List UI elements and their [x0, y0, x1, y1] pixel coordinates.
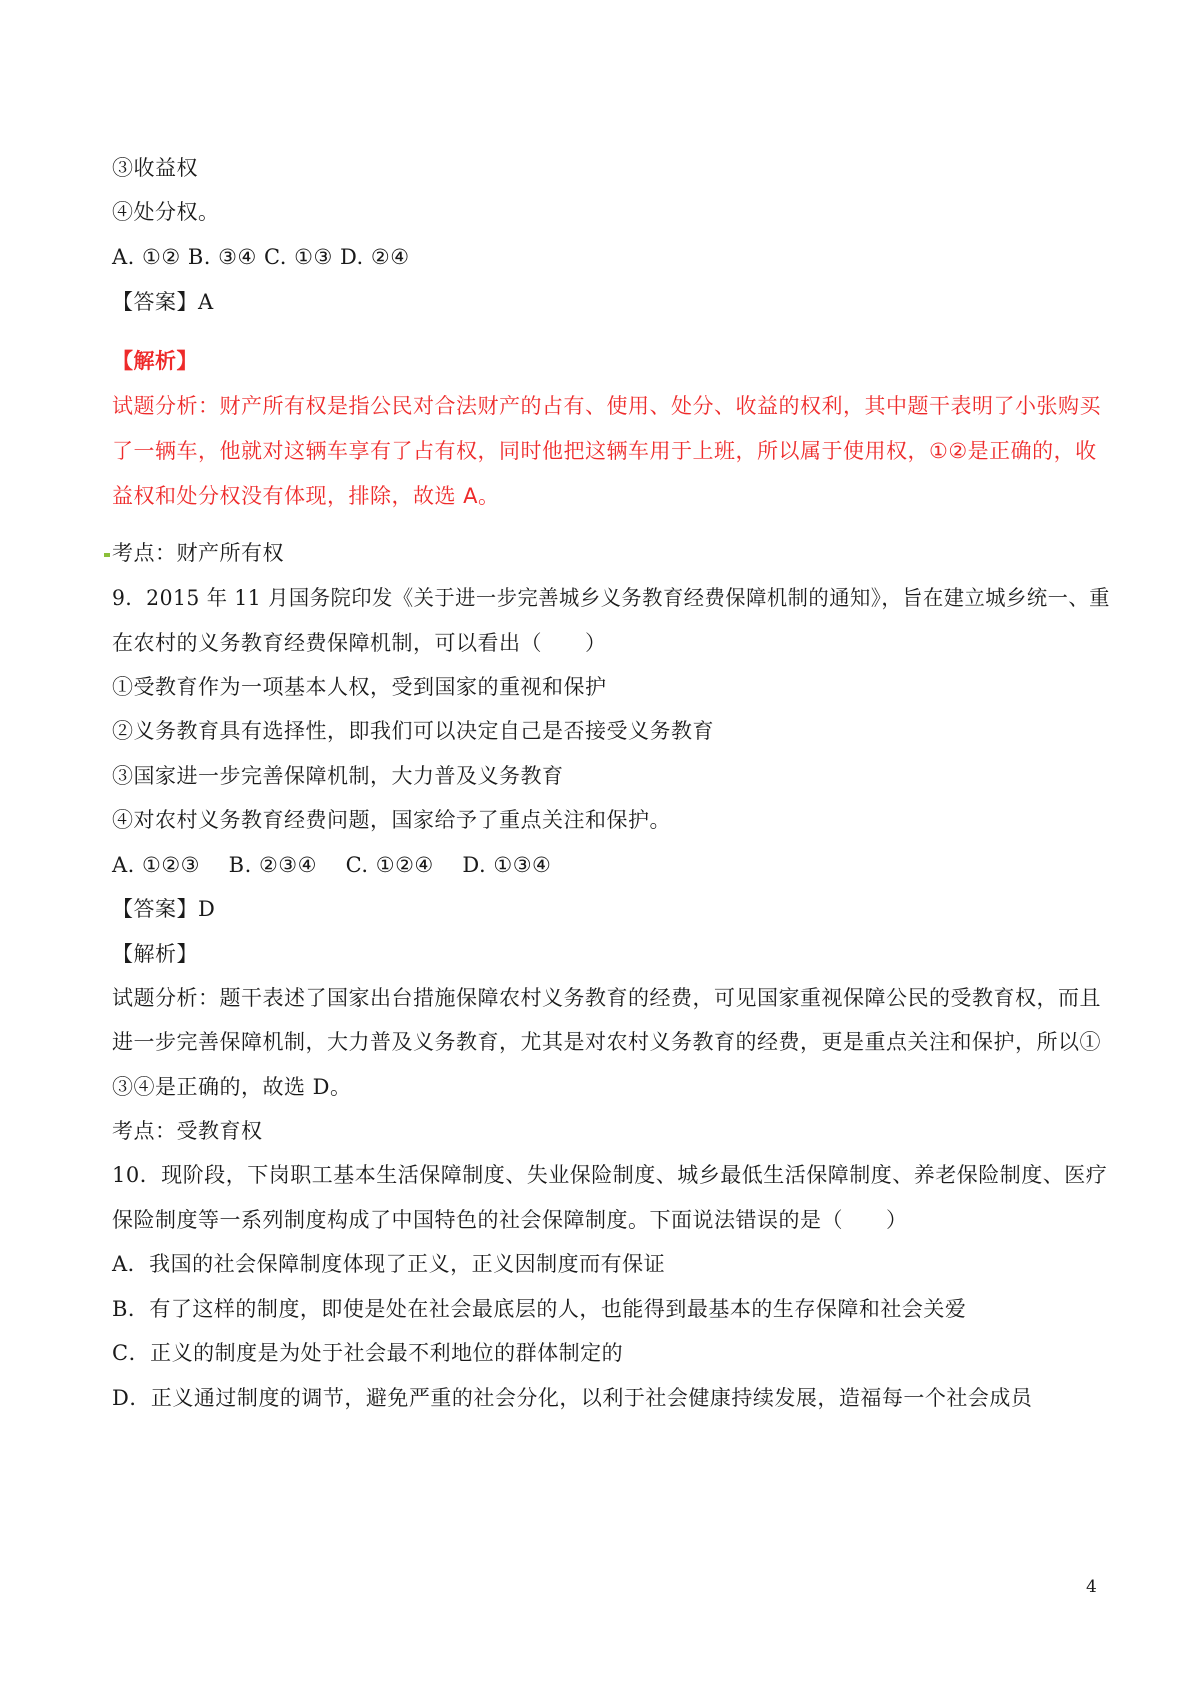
q9-option-1: ①受教育作为一项基本人权，受到国家的重视和保护 [112, 675, 607, 699]
q10-stem-line-1: 10．现阶段，下岗职工基本生活保障制度、失业保险制度、城乡最低生活保障制度、养老保险制度、医疗 [112, 1163, 1108, 1187]
q10-option-b: B．有了这样的制度，即使是处在社会最底层的人，也能得到最基本的生存保障和社会关爱 [112, 1297, 967, 1321]
margin-marker-icon [104, 553, 110, 557]
q10-stem-line-2: 保险制度等一系列制度构成了中国特色的社会保障制度。下面说法错误的是（ ） [112, 1208, 908, 1232]
q8-point-row [104, 538, 284, 568]
q8-analysis-line-3: 益权和处分权没有体现，排除，故选 A。 [112, 484, 500, 508]
q10-option-c: C．正义的制度是为处于社会最不利地位的群体制定的 [112, 1341, 624, 1365]
q9-answer: 【答案】D [112, 897, 216, 921]
q8-option-3: ③收益权 [112, 156, 198, 180]
q8-point: 考点：财产所有权 [112, 541, 284, 565]
q9-option-4: ④对农村义务教育经费问题，国家给予了重点关注和保护。 [112, 808, 671, 832]
q9-stem-line-2: 在农村的义务教育经费保障机制，可以看出（ ） [112, 631, 607, 655]
q8-answer: 【答案】A [112, 290, 214, 314]
q8-choices: A. ①② B. ③④ C. ①③ D. ②④ [112, 245, 410, 269]
q8-analysis-line-2: 了一辆车，他就对这辆车享有了占有权，同时他把这辆车用于上班，所以属于使用权，①②是正确的，收 [112, 439, 1097, 463]
q9-analysis-line-2: 进一步完善保障机制，大力普及义务教育，尤其是对农村义务教育的经费，更是重点关注和保护，所以① [112, 1030, 1101, 1054]
q9-option-2: ②义务教育具有选择性，即我们可以决定自己是否接受义务教育 [112, 719, 714, 743]
q8-option-4: ④处分权。 [112, 200, 220, 224]
page-number: 4 [1086, 1577, 1097, 1597]
q9-choices: A. ①②③ B. ②③④ C. ①②④ D. ①③④ [112, 853, 552, 877]
q8-analysis-line-1: 试题分析：财产所有权是指公民对合法财产的占有、使用、处分、收益的权利，其中题干表明了小张购买 [112, 394, 1101, 418]
q9-stem-line-1: 9．2015 年 11 月国务院印发《关于进一步完善城乡义务教育经费保障机制的通知》，旨在建立城乡统一、重 [112, 586, 1110, 610]
q10-option-a: A．我国的社会保障制度体现了正义，正义因制度而有保证 [112, 1252, 666, 1276]
q10-option-d: D．正义通过制度的调节，避免严重的社会分化，以利于社会健康持续发展，造福每一个社会成员 [112, 1386, 1033, 1410]
q9-point: 考点：受教育权 [112, 1119, 263, 1143]
q9-analysis-line-1: 试题分析：题干表述了国家出台措施保障农村义务教育的经费，可见国家重视保障公民的受教育权，而且 [112, 986, 1101, 1010]
q8-analysis-heading: 【解析】 [112, 349, 198, 373]
q9-analysis-line-3: ③④是正确的，故选 D。 [112, 1075, 352, 1099]
q9-analysis-heading: 【解析】 [112, 942, 198, 966]
q9-option-3: ③国家进一步完善保障机制，大力普及义务教育 [112, 764, 564, 788]
